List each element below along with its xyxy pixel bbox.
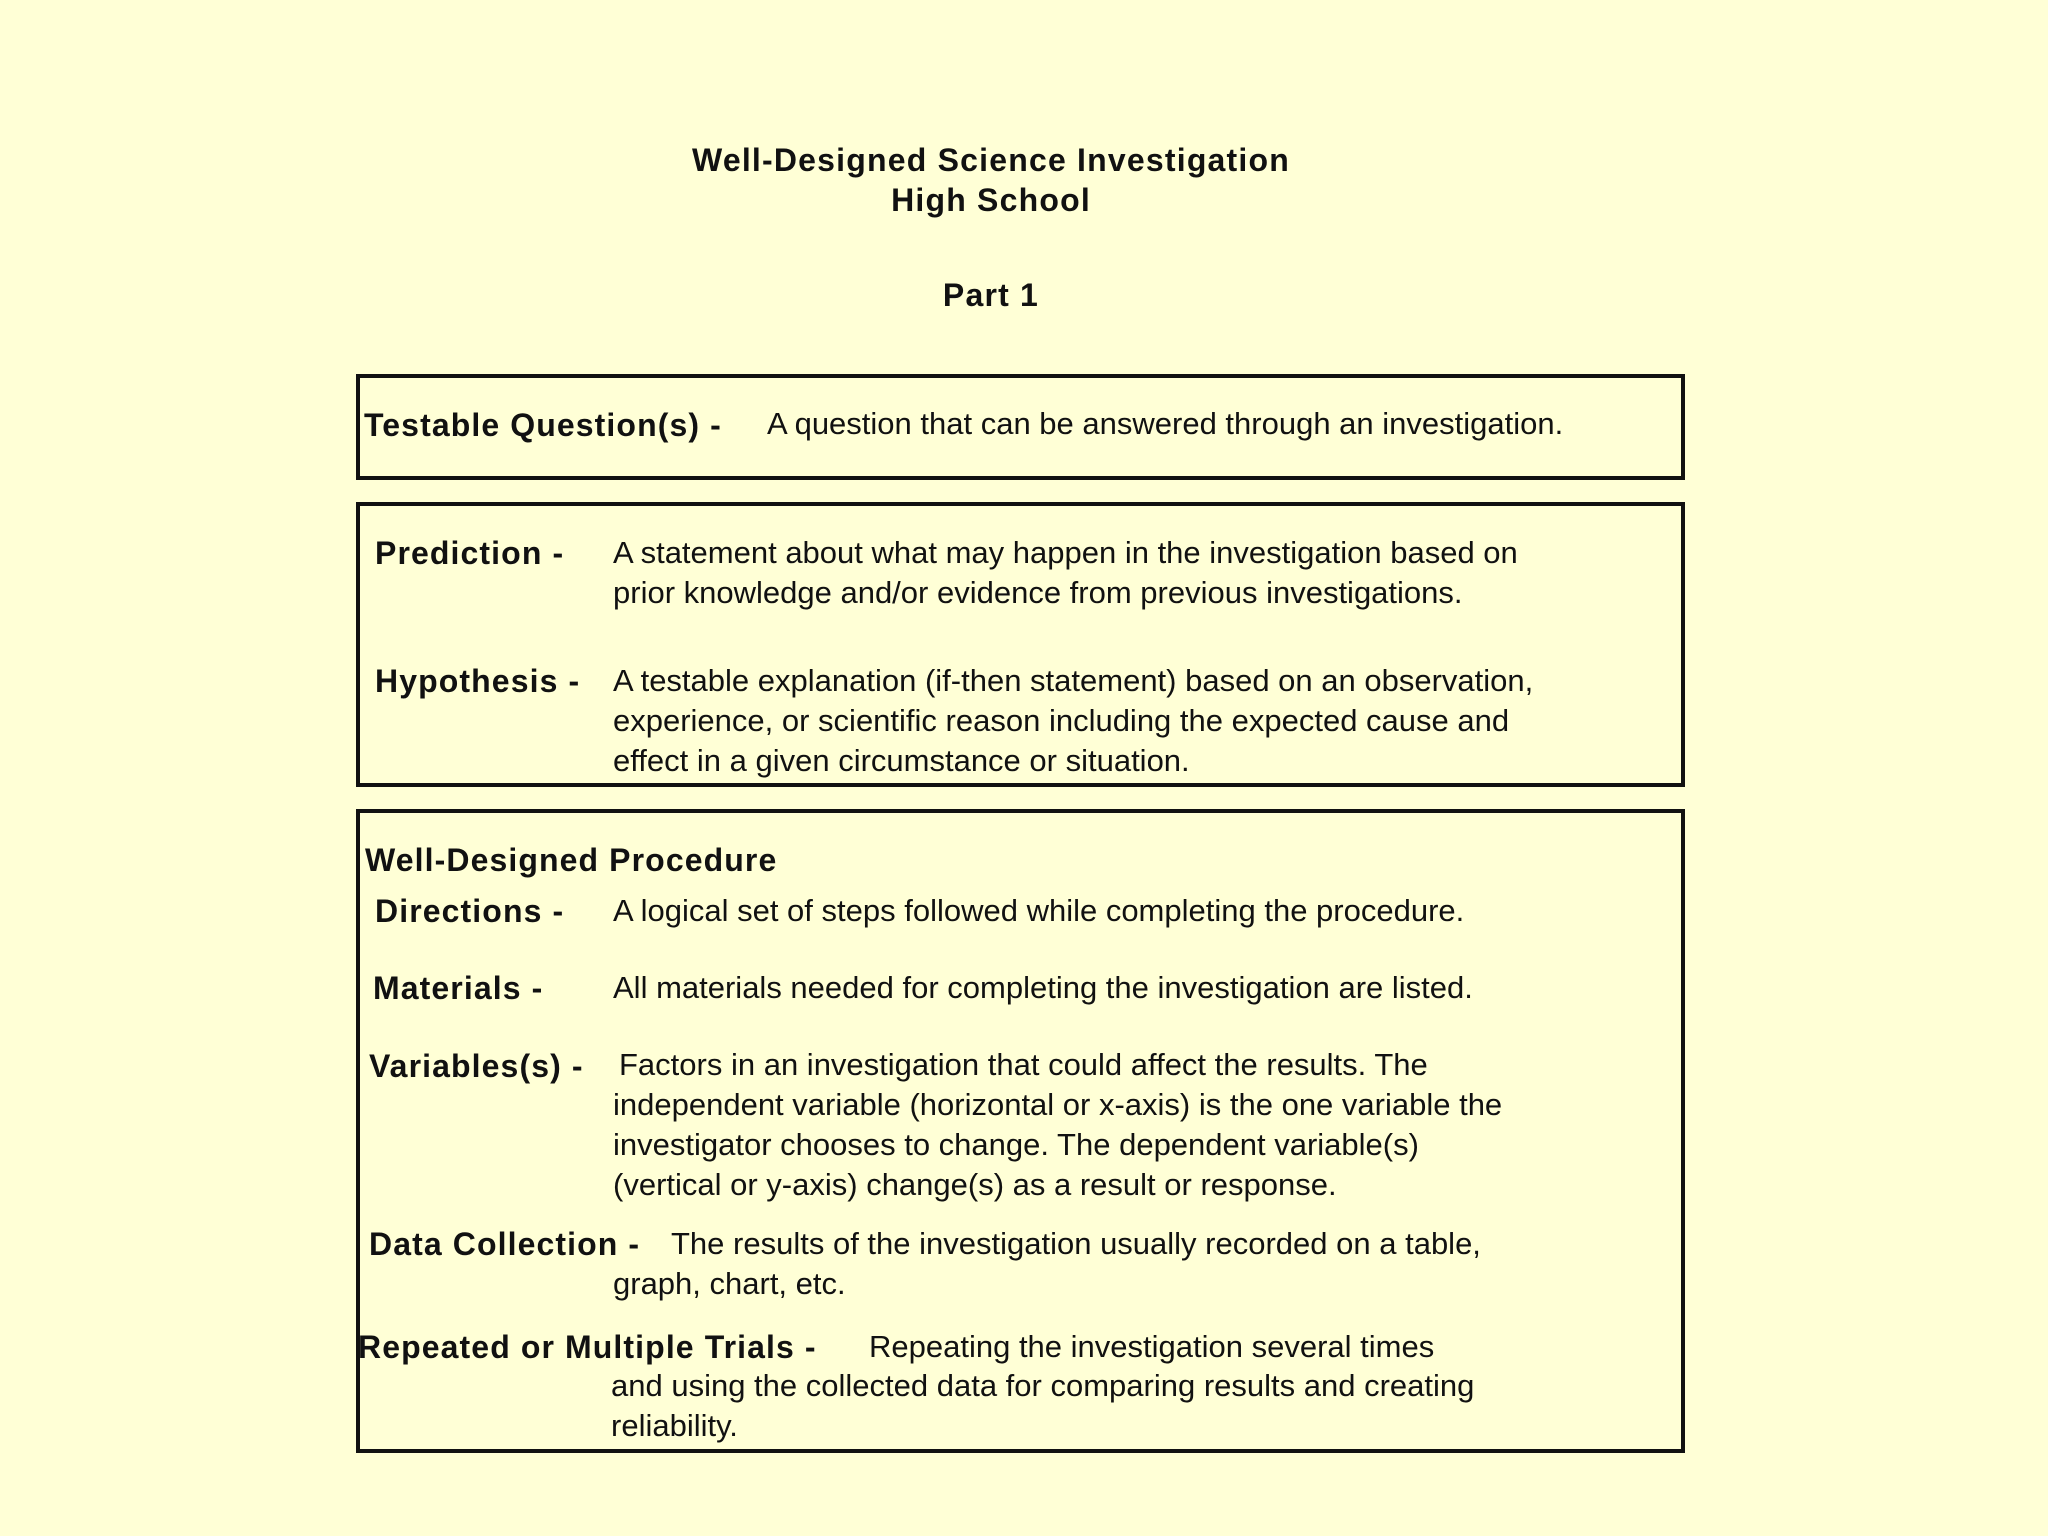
variables-line: investigator chooses to change. The dependent variable(s)	[613, 1127, 1419, 1162]
trials-term: Repeated or Multiple Trials -	[358, 1329, 817, 1365]
variables-definition	[613, 1085, 1502, 1205]
variables-definition-first: Factors in an investigation that could affect the results. The	[619, 1047, 1428, 1082]
prediction-line: prior knowledge and/or evidence from previous investigations.	[613, 575, 1463, 610]
data-collection-line: graph, chart, etc.	[613, 1266, 846, 1301]
prediction-term: Prediction -	[375, 535, 565, 571]
hypothesis-line: effect in a given circumstance or situation.	[613, 743, 1190, 778]
hypothesis-definition	[613, 661, 1533, 781]
materials-definition: All materials needed for completing the investigation are listed.	[613, 970, 1473, 1005]
trials-definition	[611, 1366, 1474, 1446]
hypothesis-line: experience, or scientific reason including the expected cause and	[613, 703, 1510, 738]
directions-term: Directions -	[375, 893, 565, 929]
variables-term: Variables(s) -	[369, 1048, 584, 1084]
testable-question-term: Testable Question(s) -	[364, 407, 722, 443]
trials-definition-first: Repeating the investigation several times	[869, 1329, 1435, 1364]
page-subtitle: High School	[891, 182, 1091, 218]
materials-term: Materials -	[373, 970, 544, 1006]
data-collection-definition-first: The results of the investigation usually recorded on a table,	[671, 1226, 1481, 1261]
page-title: Well-Designed Science Investigation	[692, 142, 1290, 178]
data-collection-term: Data Collection -	[369, 1226, 641, 1262]
data-collection-definition	[613, 1264, 846, 1304]
trials-line: and using the collected data for comparing results and creating	[611, 1368, 1475, 1403]
hypothesis-line: A testable explanation (if-then statement) based on an observation,	[613, 663, 1534, 698]
directions-definition: A logical set of steps followed while completing the procedure.	[613, 893, 1465, 928]
prediction-definition	[613, 533, 1518, 613]
variables-line: independent variable (horizontal or x-axis) is the one variable the	[613, 1087, 1503, 1122]
hypothesis-term: Hypothesis -	[375, 663, 581, 699]
part-label: Part 1	[942, 277, 1040, 313]
prediction-line: A statement about what may happen in the investigation based on	[613, 535, 1518, 570]
procedure-heading: Well-Designed Procedure	[365, 842, 778, 878]
variables-line: (vertical or y-axis) change(s) as a result or response.	[613, 1167, 1337, 1202]
testable-question-definition: A question that can be answered through an investigation.	[767, 406, 1564, 441]
trials-line: reliability.	[611, 1408, 738, 1443]
